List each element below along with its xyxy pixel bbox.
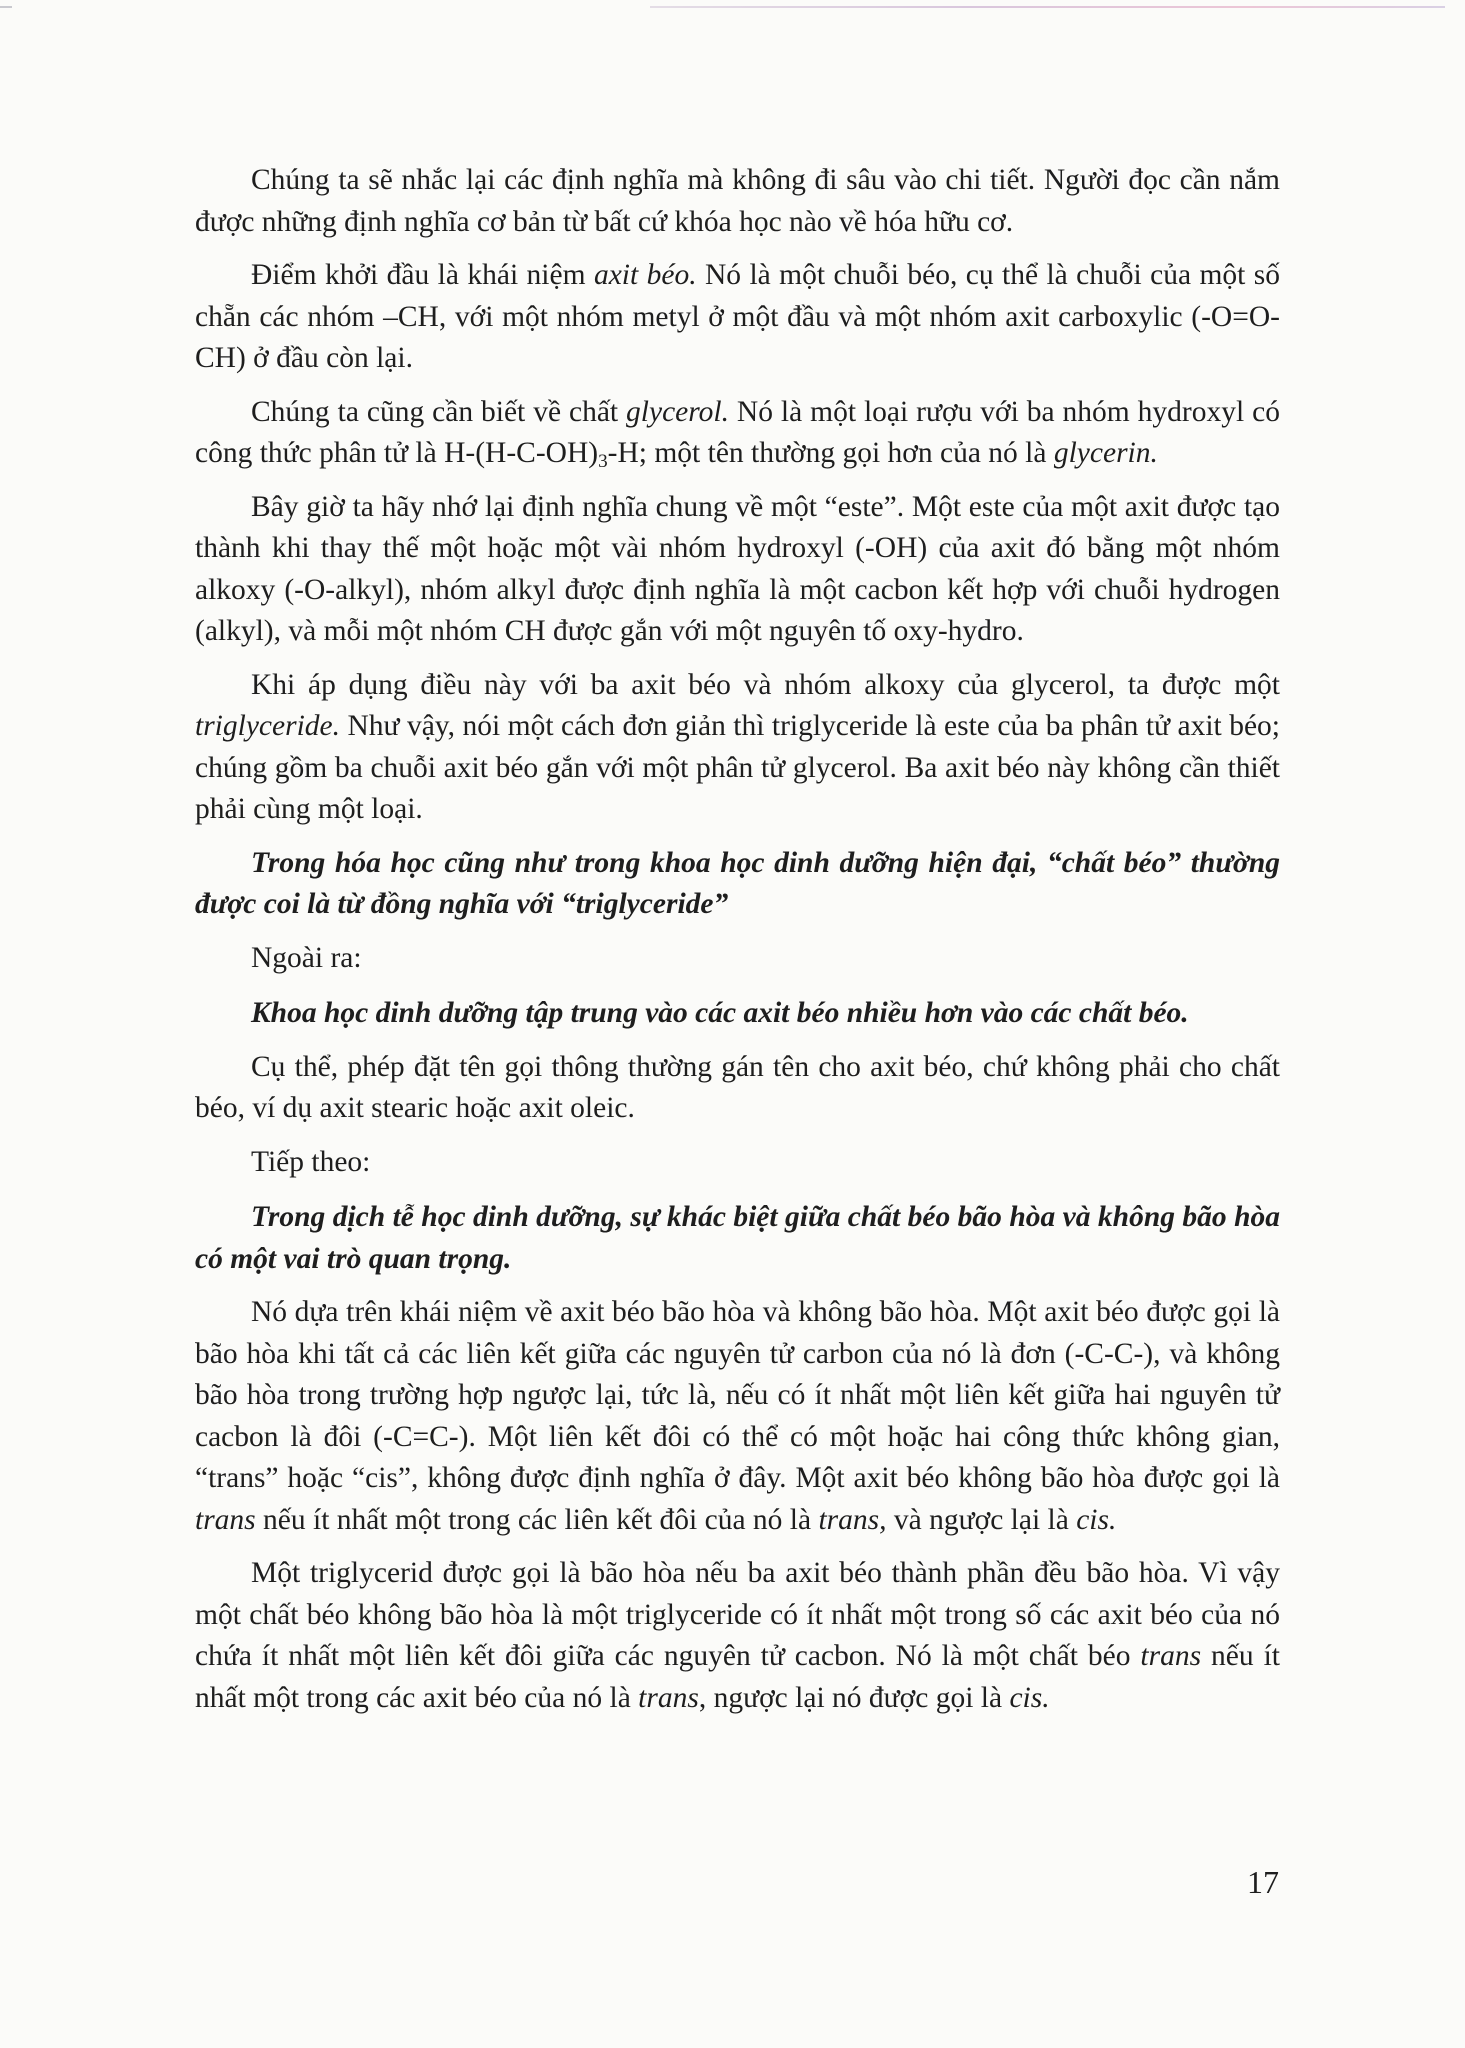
text-run: Khoa học dinh dưỡng tập trung vào các axit béo nhiều hơn vào các chất béo. [251,997,1189,1029]
text-run: -H; một tên thường gọi hơn của nó là [607,437,1054,469]
italic-term: cis. [1009,1681,1050,1714]
body-paragraph [195,392,1280,475]
emphasized-statement [195,843,1280,926]
text-run: Nó là một loại rượu với ba nhóm hydroxyl có công thức phân tử là H-(H-C-OH) [195,395,1280,469]
text-run: Khi áp dụng điều này với ba axit béo và nhóm alkoxy của glycerol, ta được một [251,668,1280,701]
body-paragraph [195,1142,1280,1184]
emphasized-statement [195,1197,1280,1280]
italic-term: triglyceride. [195,710,340,742]
text-run: Một triglycerid được gọi là bão hòa nếu ba axit béo thành phần đều bão hòa. Vì vậy một chất béo không bão hòa là một triglyceride có ít nhất một trong số các axit béo của nó chứa ít nhất một liên kết đôi giữa các nguyên tử cacbon. Nó là một chất béo [195,1557,1280,1672]
text-run: Bây giờ ta hãy nhớ lại định nghĩa chung về một “este”. Một este của một axit được tạo thành khi thay thế một hoặc một vài nhóm hydroxyl (-OH) của axit đó bằng một nhóm alkoxy (-O-alkyl), nhóm alkyl được định nghĩa là một cacbon kết hợp với chuỗi hydrogen (alkyl), và mỗi một nhóm CH được gắn với một nguyên tố oxy-hydro. [195,490,1280,647]
text-run: Chúng ta sẽ nhắc lại các định nghĩa mà không đi sâu vào chi tiết. Người đọc cần nắm được những định nghĩa cơ bản từ bất cứ khóa học nào về hóa hữu cơ. [195,164,1280,238]
page-body-text [195,160,1280,1731]
text-run: Nó dựa trên khái niệm về axit béo bão hòa và không bão hòa. Một axit béo được gọi là bão hòa khi tất cả các liên kết giữa các nguyên tử carbon của nó là đơn (-C-C-), và không bão hòa trong trường hợp ngược lại, tức là, nếu có ít nhất một liên kết giữa hai nguyên tử cacbon là đôi (-C=C-). Một liên kết đôi có thể có một hoặc hai công thức không gian, “trans” hoặc “cis”, không được định nghĩa ở đây. Một axit béo không bão hòa được gọi là [195,1296,1280,1494]
body-paragraph [195,1292,1280,1541]
text-run: Chúng ta cũng cần biết về chất [251,395,627,428]
italic-term: cis. [1076,1503,1117,1536]
text-run: Trong dịch tễ học dinh dưỡng, sự khác biệt giữa chất béo bão hòa và không bão hòa có một vai trò quan trọng. [195,1201,1280,1275]
text-run: Điểm khởi đầu là khái niệm [251,259,594,291]
text-run: Trong hóa học cũng như trong khoa học dinh dưỡng hiện đại, “chất béo” thường được coi là từ đồng nghĩa với “triglyceride” [195,846,1280,920]
text-run: nếu ít nhất một trong các liên kết đôi của nó là [255,1503,819,1536]
italic-term: axit béo. [593,259,697,291]
italic-term: trans [1140,1640,1202,1672]
text-run: nếu ít nhất một trong các axit béo của nó là [195,1640,1280,1714]
page-number: 17 [1247,1864,1279,1900]
text-run: Tiếp theo: [251,1145,371,1178]
scan-edge-mark-left [0,6,12,8]
subscript-text: 3 [598,450,608,472]
body-paragraph [195,938,1280,980]
text-run: và ngược lại là [886,1503,1077,1536]
body-paragraph [195,160,1280,243]
italic-term: glycerol. [626,395,729,428]
text-run: Như vậy, nói một cách đơn giản thì triglyceride là este của ba phân tử axit béo; chúng gồm ba chuỗi axit béo gắn với một phân tử glycerol. Ba axit béo này không cần thiết phải cùng một loại. [195,710,1280,825]
italic-term: trans, [818,1503,887,1536]
body-paragraph [195,1047,1280,1130]
italic-term: trans [195,1503,256,1536]
body-paragraph [195,487,1280,653]
italic-term: glycerin. [1053,437,1158,469]
body-paragraph [195,255,1280,380]
emphasized-statement [195,993,1280,1035]
body-paragraph [195,1553,1280,1719]
text-run: , ngược lại nó được gọi là [698,1681,1010,1714]
text-run: Ngoài ra: [251,941,362,974]
text-run: Nó là một chuỗi béo, cụ thể là chuỗi của một số chẵn các nhóm –CH, với một nhóm metyl ở một đầu và một nhóm axit carboxylic (-O=O-CH) ở đầu còn lại. [195,259,1280,374]
body-paragraph [195,665,1280,831]
text-run: Cụ thể, phép đặt tên gọi thông thường gán tên cho axit béo, chứ không phải cho chất béo, ví dụ axit stearic hoặc axit oleic. [195,1050,1280,1124]
scan-edge-mark-right [650,6,1445,8]
italic-term: trans [638,1681,699,1714]
